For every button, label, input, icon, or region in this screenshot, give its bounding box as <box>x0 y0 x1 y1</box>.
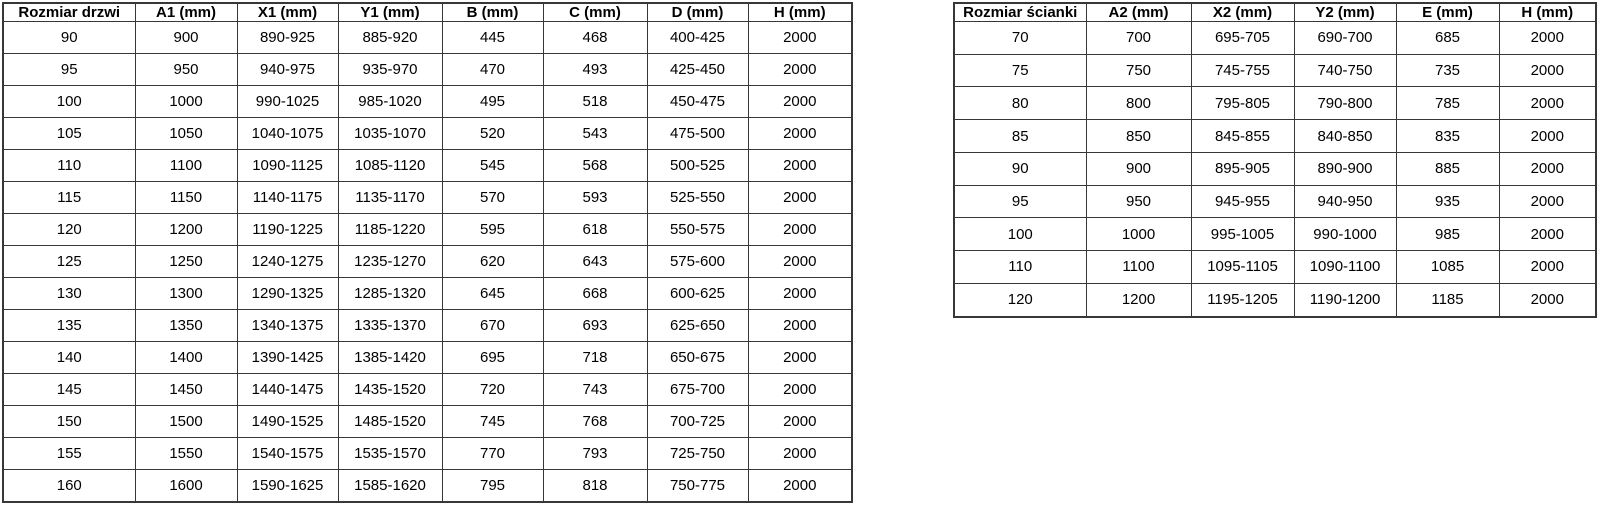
table-cell: 620 <box>442 245 543 277</box>
table-cell: 650-675 <box>647 341 748 373</box>
table-cell: 550-575 <box>647 213 748 245</box>
table-cell: 885-920 <box>338 22 442 54</box>
table-cell: 1550 <box>135 437 237 469</box>
table-cell: 100 <box>954 218 1086 251</box>
table-cell: 150 <box>3 405 135 437</box>
table-cell: 840-850 <box>1294 120 1396 153</box>
table-row <box>954 218 1596 251</box>
table-row <box>954 152 1596 185</box>
table-cell: 2000 <box>748 405 852 437</box>
table-cell: 1250 <box>135 245 237 277</box>
table-cell: 1535-1570 <box>338 437 442 469</box>
table-cell: 720 <box>442 373 543 405</box>
table-cell: 793 <box>543 437 647 469</box>
table-cell: 568 <box>543 149 647 181</box>
table-row <box>954 22 1596 55</box>
table-cell: 518 <box>543 85 647 117</box>
table-cell: 2000 <box>1499 22 1596 55</box>
table-cell: 935 <box>1396 185 1499 218</box>
table-cell: 845-855 <box>1191 120 1294 153</box>
table-row <box>954 87 1596 120</box>
table-cell: 800 <box>1086 87 1191 120</box>
table-cell: 1290-1325 <box>237 277 338 309</box>
table-cell: 1140-1175 <box>237 181 338 213</box>
table-cell: 790-800 <box>1294 87 1396 120</box>
table-cell: 1090-1125 <box>237 149 338 181</box>
table-cell: 545 <box>442 149 543 181</box>
table-cell: 75 <box>954 54 1086 87</box>
column-header: Rozmiar ścianki <box>954 3 1086 22</box>
table-cell: 445 <box>442 22 543 54</box>
table-cell: 2000 <box>748 117 852 149</box>
column-header: C (mm) <box>543 3 647 22</box>
column-header: E (mm) <box>1396 3 1499 22</box>
table-cell: 495 <box>442 85 543 117</box>
table-cell: 693 <box>543 309 647 341</box>
table-cell: 2000 <box>748 373 852 405</box>
table-cell: 2000 <box>748 469 852 502</box>
table-cell: 100 <box>3 85 135 117</box>
table-cell: 990-1000 <box>1294 218 1396 251</box>
table-cell: 2000 <box>1499 87 1596 120</box>
table-cell: 110 <box>954 251 1086 284</box>
table-cell: 1235-1270 <box>338 245 442 277</box>
table-cell: 90 <box>3 22 135 54</box>
table-row <box>3 405 852 437</box>
table-cell: 900 <box>135 22 237 54</box>
table-cell: 110 <box>3 149 135 181</box>
table-cell: 1585-1620 <box>338 469 442 502</box>
table-cell: 1485-1520 <box>338 405 442 437</box>
table-row <box>3 85 852 117</box>
table-cell: 475-500 <box>647 117 748 149</box>
table-cell: 985-1020 <box>338 85 442 117</box>
table-cell: 685 <box>1396 22 1499 55</box>
table-cell: 1390-1425 <box>237 341 338 373</box>
table-cell: 700 <box>1086 22 1191 55</box>
table-cell: 718 <box>543 341 647 373</box>
table-cell: 70 <box>954 22 1086 55</box>
column-header: H (mm) <box>748 3 852 22</box>
table-cell: 575-600 <box>647 245 748 277</box>
table-cell: 950 <box>1086 185 1191 218</box>
table-cell: 670 <box>442 309 543 341</box>
table-cell: 1035-1070 <box>338 117 442 149</box>
table-row <box>954 120 1596 153</box>
table-cell: 1435-1520 <box>338 373 442 405</box>
table-cell: 1185 <box>1396 283 1499 317</box>
table-cell: 895-905 <box>1191 152 1294 185</box>
table-row <box>3 373 852 405</box>
table-cell: 1190-1225 <box>237 213 338 245</box>
table-cell: 543 <box>543 117 647 149</box>
table-cell: 695-705 <box>1191 22 1294 55</box>
table-cell: 945-955 <box>1191 185 1294 218</box>
table-cell: 2000 <box>1499 152 1596 185</box>
table-cell: 595 <box>442 213 543 245</box>
table-cell: 835 <box>1396 120 1499 153</box>
column-header: X2 (mm) <box>1191 3 1294 22</box>
table-cell: 1500 <box>135 405 237 437</box>
table-cell: 2000 <box>748 85 852 117</box>
table-row <box>3 277 852 309</box>
column-header: B (mm) <box>442 3 543 22</box>
table-cell: 1150 <box>135 181 237 213</box>
table-cell: 470 <box>442 53 543 85</box>
table-cell: 745-755 <box>1191 54 1294 87</box>
table-cell: 95 <box>3 53 135 85</box>
column-header: Rozmiar drzwi <box>3 3 135 22</box>
table-cell: 618 <box>543 213 647 245</box>
table-cell: 1100 <box>1086 251 1191 284</box>
table-cell: 1000 <box>135 85 237 117</box>
table-cell: 2000 <box>1499 54 1596 87</box>
table-cell: 2000 <box>748 181 852 213</box>
table-row <box>954 283 1596 317</box>
table-row <box>3 437 852 469</box>
table-cell: 1200 <box>1086 283 1191 317</box>
table-cell: 940-975 <box>237 53 338 85</box>
table-row <box>3 245 852 277</box>
table-cell: 95 <box>954 185 1086 218</box>
door-table-header-row <box>3 3 852 22</box>
table-cell: 1400 <box>135 341 237 373</box>
table-row <box>3 53 852 85</box>
table-cell: 2000 <box>1499 185 1596 218</box>
table-cell: 1285-1320 <box>338 277 442 309</box>
table-cell: 668 <box>543 277 647 309</box>
column-header: D (mm) <box>647 3 748 22</box>
table-cell: 2000 <box>748 437 852 469</box>
table-cell: 990-1025 <box>237 85 338 117</box>
table-cell: 1490-1525 <box>237 405 338 437</box>
table-cell: 695 <box>442 341 543 373</box>
column-header: X1 (mm) <box>237 3 338 22</box>
table-cell: 2000 <box>1499 218 1596 251</box>
table-cell: 1590-1625 <box>237 469 338 502</box>
table-cell: 468 <box>543 22 647 54</box>
table-cell: 995-1005 <box>1191 218 1294 251</box>
table-cell: 1300 <box>135 277 237 309</box>
table-cell: 1440-1475 <box>237 373 338 405</box>
table-cell: 1240-1275 <box>237 245 338 277</box>
table-cell: 1200 <box>135 213 237 245</box>
table-cell: 1085 <box>1396 251 1499 284</box>
wall-table-header-row <box>954 3 1596 22</box>
table-row <box>3 469 852 502</box>
table-cell: 155 <box>3 437 135 469</box>
table-cell: 140 <box>3 341 135 373</box>
table-cell: 2000 <box>1499 251 1596 284</box>
table-cell: 735 <box>1396 54 1499 87</box>
table-cell: 770 <box>442 437 543 469</box>
table-cell: 643 <box>543 245 647 277</box>
column-header: Y2 (mm) <box>1294 3 1396 22</box>
table-cell: 160 <box>3 469 135 502</box>
table-cell: 450-475 <box>647 85 748 117</box>
table-cell: 645 <box>442 277 543 309</box>
table-row <box>954 54 1596 87</box>
table-cell: 570 <box>442 181 543 213</box>
table-cell: 1050 <box>135 117 237 149</box>
table-cell: 2000 <box>748 213 852 245</box>
table-cell: 400-425 <box>647 22 748 54</box>
table-cell: 795 <box>442 469 543 502</box>
table-cell: 690-700 <box>1294 22 1396 55</box>
table-cell: 80 <box>954 87 1086 120</box>
table-row <box>3 117 852 149</box>
table-cell: 795-805 <box>1191 87 1294 120</box>
table-cell: 2000 <box>748 245 852 277</box>
table-cell: 120 <box>3 213 135 245</box>
table-cell: 1000 <box>1086 218 1191 251</box>
table-cell: 985 <box>1396 218 1499 251</box>
table-cell: 1135-1170 <box>338 181 442 213</box>
door-size-table <box>2 2 853 503</box>
table-cell: 900 <box>1086 152 1191 185</box>
table-cell: 625-650 <box>647 309 748 341</box>
table-cell: 493 <box>543 53 647 85</box>
table-cell: 1085-1120 <box>338 149 442 181</box>
table-cell: 85 <box>954 120 1086 153</box>
table-cell: 818 <box>543 469 647 502</box>
table-cell: 135 <box>3 309 135 341</box>
table-cell: 1040-1075 <box>237 117 338 149</box>
table-cell: 520 <box>442 117 543 149</box>
table-cell: 1600 <box>135 469 237 502</box>
table-row <box>3 149 852 181</box>
table-cell: 675-700 <box>647 373 748 405</box>
table-row <box>3 309 852 341</box>
table-cell: 500-525 <box>647 149 748 181</box>
table-cell: 768 <box>543 405 647 437</box>
table-cell: 750 <box>1086 54 1191 87</box>
table-cell: 2000 <box>748 53 852 85</box>
table-cell: 725-750 <box>647 437 748 469</box>
table-cell: 700-725 <box>647 405 748 437</box>
wall-size-table <box>953 2 1597 318</box>
table-cell: 2000 <box>1499 120 1596 153</box>
table-cell: 105 <box>3 117 135 149</box>
table-cell: 1540-1575 <box>237 437 338 469</box>
table-row <box>3 213 852 245</box>
column-header: A2 (mm) <box>1086 3 1191 22</box>
table-cell: 1335-1370 <box>338 309 442 341</box>
table-cell: 2000 <box>748 22 852 54</box>
table-cell: 885 <box>1396 152 1499 185</box>
table-cell: 1095-1105 <box>1191 251 1294 284</box>
table-cell: 90 <box>954 152 1086 185</box>
table-cell: 1190-1200 <box>1294 283 1396 317</box>
table-cell: 950 <box>135 53 237 85</box>
table-cell: 1195-1205 <box>1191 283 1294 317</box>
table-cell: 750-775 <box>647 469 748 502</box>
table-cell: 1090-1100 <box>1294 251 1396 284</box>
table-cell: 2000 <box>748 309 852 341</box>
table-cell: 2000 <box>748 149 852 181</box>
table-cell: 935-970 <box>338 53 442 85</box>
table-cell: 2000 <box>748 277 852 309</box>
table-cell: 120 <box>954 283 1086 317</box>
table-cell: 743 <box>543 373 647 405</box>
table-cell: 1350 <box>135 309 237 341</box>
table-cell: 130 <box>3 277 135 309</box>
table-cell: 145 <box>3 373 135 405</box>
table-cell: 1450 <box>135 373 237 405</box>
table-cell: 525-550 <box>647 181 748 213</box>
table-cell: 1100 <box>135 149 237 181</box>
table-cell: 1340-1375 <box>237 309 338 341</box>
table-row <box>3 341 852 373</box>
table-cell: 745 <box>442 405 543 437</box>
table-cell: 425-450 <box>647 53 748 85</box>
column-header: A1 (mm) <box>135 3 237 22</box>
table-cell: 1185-1220 <box>338 213 442 245</box>
table-cell: 890-900 <box>1294 152 1396 185</box>
table-row <box>954 251 1596 284</box>
table-cell: 940-950 <box>1294 185 1396 218</box>
table-cell: 785 <box>1396 87 1499 120</box>
table-row <box>3 181 852 213</box>
table-cell: 600-625 <box>647 277 748 309</box>
table-cell: 1385-1420 <box>338 341 442 373</box>
table-cell: 890-925 <box>237 22 338 54</box>
table-cell: 115 <box>3 181 135 213</box>
table-cell: 593 <box>543 181 647 213</box>
table-cell: 125 <box>3 245 135 277</box>
column-header: H (mm) <box>1499 3 1596 22</box>
table-cell: 740-750 <box>1294 54 1396 87</box>
table-row <box>954 185 1596 218</box>
table-cell: 850 <box>1086 120 1191 153</box>
table-cell: 2000 <box>748 341 852 373</box>
table-cell: 2000 <box>1499 283 1596 317</box>
table-row <box>3 22 852 54</box>
column-header: Y1 (mm) <box>338 3 442 22</box>
